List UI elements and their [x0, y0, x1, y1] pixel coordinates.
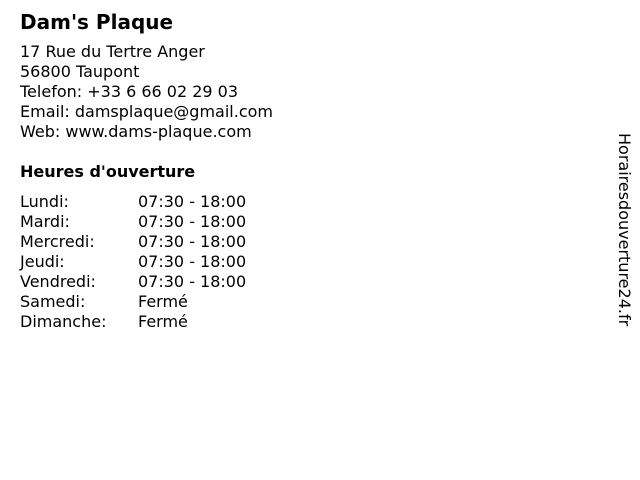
phone-line: Telefon: +33 6 66 02 29 03	[20, 82, 239, 101]
business-name: Dam's Plaque	[20, 10, 174, 34]
hours-time: Fermé	[138, 312, 188, 331]
hours-row-thursday	[20, 252, 580, 272]
watermark-text: Horairesdouverture24.fr	[615, 133, 634, 327]
web-line: Web: www.dams-plaque.com	[20, 122, 252, 141]
site-watermark	[612, 133, 636, 373]
hours-time: 07:30 - 18:00	[138, 192, 247, 211]
hours-row-tuesday	[20, 212, 580, 232]
hours-row-wednesday	[20, 232, 580, 252]
opening-hours-table	[20, 192, 580, 332]
hours-time: 07:30 - 18:00	[138, 272, 247, 291]
hours-time: 07:30 - 18:00	[138, 232, 247, 251]
hours-row-friday	[20, 272, 580, 292]
hours-row-sunday	[20, 312, 580, 332]
hours-row-saturday	[20, 292, 580, 312]
hours-day: Samedi:	[20, 292, 86, 311]
hours-day: Lundi:	[20, 192, 69, 211]
hours-row-monday	[20, 192, 580, 212]
opening-hours-title: Heures d'ouverture	[20, 162, 196, 181]
hours-time: 07:30 - 18:00	[138, 212, 247, 231]
business-card	[20, 10, 580, 332]
hours-day: Vendredi:	[20, 272, 96, 291]
hours-day: Mercredi:	[20, 232, 95, 251]
email-line: Email: damsplaque@gmail.com	[20, 102, 273, 121]
hours-day: Dimanche:	[20, 312, 107, 331]
address-line-city: 56800 Taupont	[20, 62, 140, 81]
address-line-street: 17 Rue du Tertre Anger	[20, 42, 205, 61]
hours-day: Jeudi:	[20, 252, 65, 271]
hours-day: Mardi:	[20, 212, 70, 231]
hours-time: 07:30 - 18:00	[138, 252, 247, 271]
hours-time: Fermé	[138, 292, 188, 311]
